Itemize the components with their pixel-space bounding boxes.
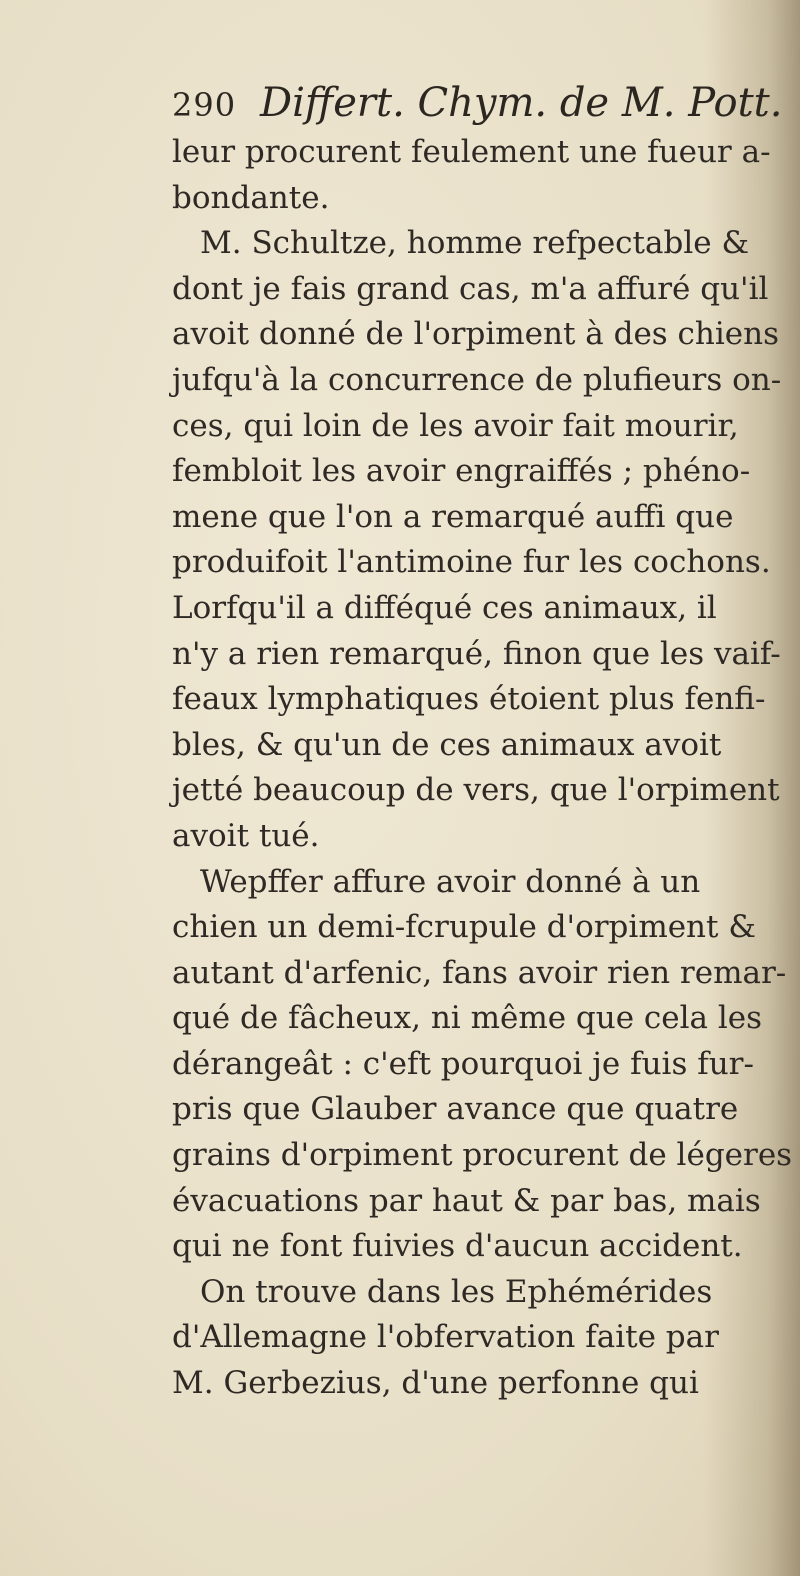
text-line: d'Allemagne l'obfervation faite par: [172, 1319, 719, 1356]
text-line: bondante.: [172, 179, 330, 216]
text-line: feaux lymphatiques étoient plus fenfi-: [172, 681, 766, 718]
text-line: chien un demi-fcrupule d'orpiment &: [172, 909, 756, 946]
text-line: Lorfqu'il a difféqué ces animaux, il: [172, 589, 717, 626]
text-line: grains d'orpiment procurent de légeres: [172, 1137, 793, 1174]
text-line: avoit tué.: [172, 817, 320, 854]
text-line: avoit donné de l'orpiment à des chiens: [172, 316, 780, 353]
text-line: M. Gerbezius, d'une perfonne qui: [172, 1365, 699, 1402]
text-line: M. Schultze, homme refpectable &: [200, 225, 750, 262]
text-line: jufqu'à la concurrence de plufieurs on-: [172, 361, 782, 398]
text-line: fembloit les avoir engraiffés ; phéno-: [172, 453, 751, 490]
text-line: pris que Glauber avance que quatre: [172, 1091, 739, 1128]
running-head: Differt. Chym. de M. Pott.: [260, 80, 783, 126]
page-header: [172, 80, 783, 132]
text-line: leur procurent feulement une fueur a-: [172, 134, 771, 170]
text-line: dont je fais grand cas, m'a affuré qu'il: [172, 270, 769, 307]
text-line: bles, & qu'un de ces animaux avoit: [172, 726, 722, 763]
text-line: n'y a rien remarqué, finon que les vaif-: [172, 635, 781, 672]
text-line: qué de fâcheux, ni même que cela les: [172, 1000, 763, 1037]
page-number: 290: [172, 86, 237, 124]
text-line: jetté beaucoup de vers, que l'orpiment: [172, 772, 780, 809]
text-line: évacuations par haut & par bas, mais: [172, 1182, 761, 1219]
body-text: [172, 130, 792, 1407]
text-line: Wepffer affure avoir donné à un: [200, 863, 701, 900]
text-line: autant d'arfenic, fans avoir rien remar-: [172, 954, 787, 991]
text-line: ces, qui loin de les avoir fait mourir,: [172, 407, 739, 444]
text-line: produifoit l'antimoine fur les cochons.: [172, 544, 771, 581]
text-line: mene que l'on a remarqué auffi que: [172, 498, 734, 535]
text-line: On trouve dans les Ephémérides: [200, 1273, 713, 1310]
text-line: qui ne font fuivies d'aucun accident.: [172, 1228, 743, 1265]
text-line: dérangeât : c'eft pourquoi je fuis fur-: [172, 1045, 754, 1082]
